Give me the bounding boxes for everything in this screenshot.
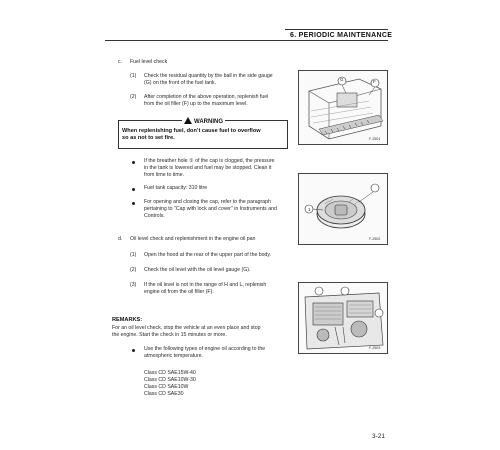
bullet-c2-line1: Fuel tank capacity: 310 litre — [144, 185, 208, 191]
fig3-code: F-2503 — [369, 346, 381, 350]
warning-heading — [182, 117, 225, 125]
remarks-line1: For an oil level check, stop the vehicle at an even place and stop — [112, 325, 261, 331]
header-rule — [105, 40, 388, 41]
oil-type-item: Class CD SAE15W-40 — [144, 370, 196, 376]
step-c1-line2: (G) on the front of the fuel tank. — [144, 80, 217, 86]
step-d1-line1: Open the hood at the rear of the upper part of the body. — [144, 252, 272, 258]
bullet-c1-line1: If the breather hole ① of the cap is clogged, the pressure — [144, 158, 275, 164]
fig2-label-1: 1 — [308, 207, 311, 212]
remarks-title: REMARKS: — [112, 317, 143, 323]
engine-oil-figure — [298, 282, 388, 354]
bullet-c3-line3: Controls. — [144, 213, 165, 219]
warning-text — [122, 128, 282, 142]
warning-triangle-icon — [184, 117, 192, 124]
bullet-c3-line1: For opening and closing the cap, refer to the paragraph — [144, 199, 271, 205]
fig1-label-g: G — [340, 77, 344, 82]
fuel-cap-illustration — [299, 174, 387, 244]
step-d1-num: (1) — [130, 252, 137, 258]
fig1-label-f: F — [373, 79, 376, 84]
section-c-label: c. — [118, 59, 123, 65]
section-d-title: Oil level check and replenishment in the engine oil pan — [130, 236, 256, 242]
fig1-code: F-2501 — [369, 137, 381, 141]
step-c2-line1: After completion of the above operation, replenish fuel — [144, 94, 269, 100]
remarks-line2: the engine. Start the check in 15 minutes or more. — [112, 332, 227, 338]
oil-type-item: Class CD SAE10W-30 — [144, 377, 196, 383]
fuel-tank-figure — [298, 70, 388, 145]
engine-illustration — [299, 283, 387, 353]
step-c2-num: (2) — [130, 94, 137, 100]
step-c2-line2: from the oil filler (F) up to the maximum level. — [144, 101, 248, 107]
oil-type-item: Class CD SAE30 — [144, 391, 184, 397]
bullet-3 — [132, 202, 135, 205]
oil-intro-line2: atmospheric temperature. — [144, 353, 204, 359]
oil-intro-line1: Use the following types of engine oil according to the — [144, 346, 266, 352]
step-c1-line1: Check the residual quantity by the ball in the side gauge — [144, 73, 273, 79]
bullet-1 — [132, 161, 135, 164]
bullet-2 — [132, 188, 135, 191]
header-top-rule — [285, 29, 388, 30]
bullet-oil — [132, 349, 135, 352]
page-number: 3-21 — [372, 433, 386, 440]
bullet-c3-line2: pertaining to "Cap with lock and cover" in Instruments and — [144, 206, 277, 212]
fig2-code: F-2502 — [369, 237, 381, 241]
fuel-cap-figure — [298, 173, 388, 245]
section-c-title: Fuel level check — [130, 59, 168, 65]
step-d2-line1: Check the oil level with the oil level gauge (G). — [144, 267, 251, 273]
section-header-title: 6. PERIODIC MAINTENANCE — [290, 32, 393, 39]
warning-line2: so as not to set fire. — [122, 135, 175, 141]
bullet-c1-line3: from time to time. — [144, 172, 185, 178]
oil-type-item: Class CD SAE10W — [144, 384, 189, 390]
step-d2-num: (2) — [130, 267, 137, 273]
warning-line1: When replenishing fuel, don’t cause fuel to overflow — [122, 128, 261, 134]
section-d-label: d. — [118, 236, 123, 242]
step-d3-num: (3) — [130, 282, 137, 288]
warning-title: WARNING — [194, 119, 223, 125]
step-c1-num: (1) — [130, 73, 137, 79]
step-d3-line1: If the oil level is not in the range of H and L, replenish — [144, 282, 267, 288]
bullet-c1-line2: in the tank is lowered and fuel may be stopped. Clean it — [144, 165, 272, 171]
step-d3-line2: engine oil from the oil filler (F). — [144, 289, 214, 295]
